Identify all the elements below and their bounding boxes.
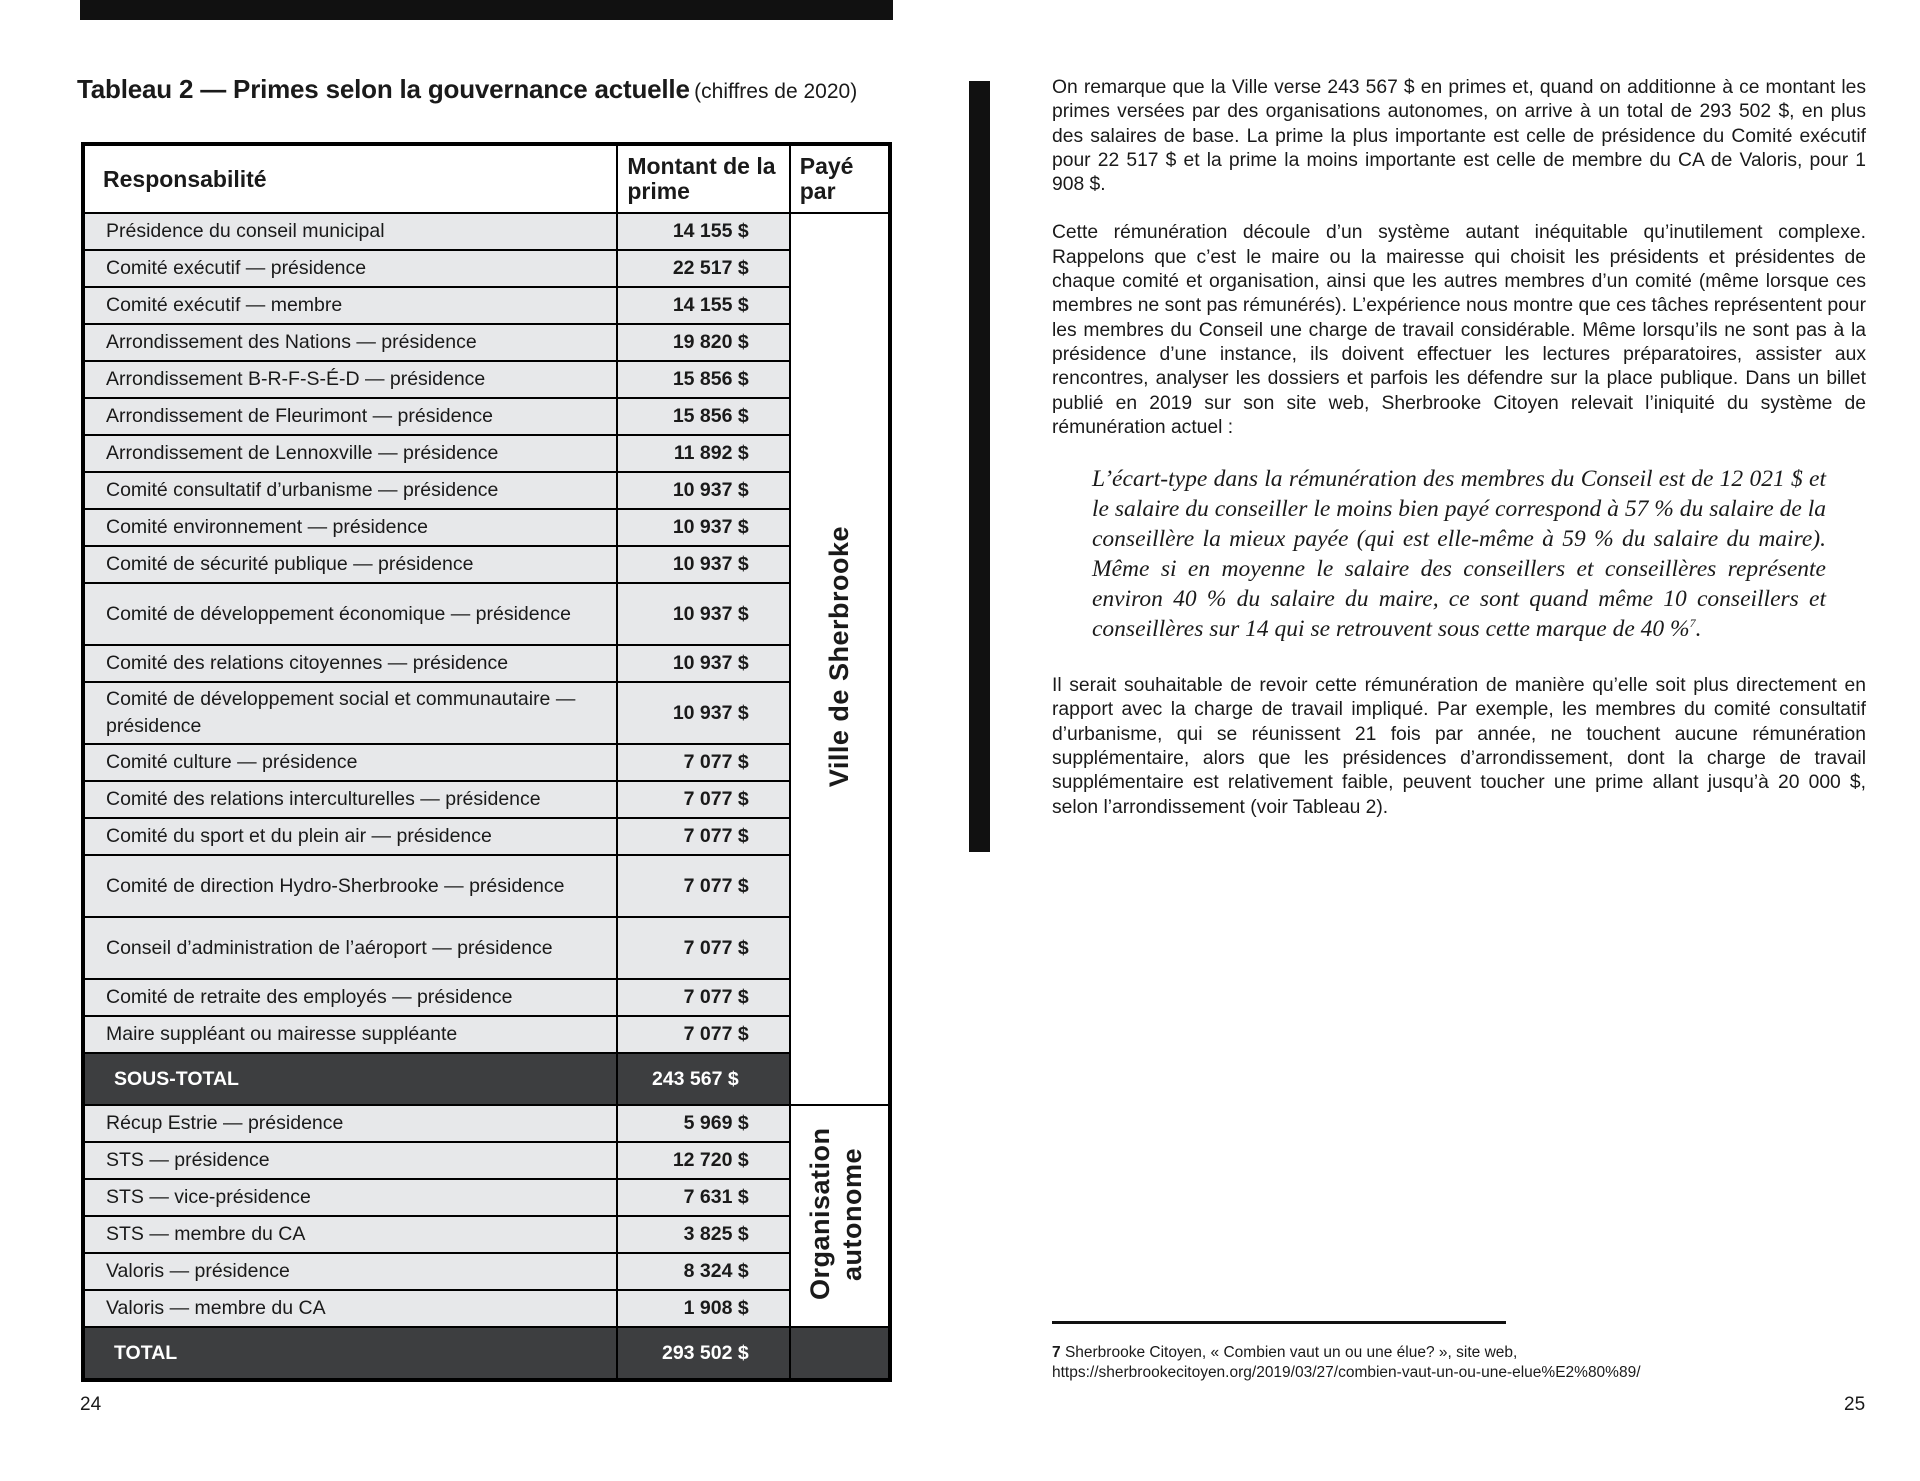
page-number-right: 25 <box>1844 1394 1866 1415</box>
row-label: Arrondissement de Lennoxville — présidence <box>83 435 617 472</box>
row-amount: 14 155 $ <box>617 213 789 250</box>
org-rows <box>83 1105 890 1380</box>
row-amount: 10 937 $ <box>617 645 789 682</box>
quote-footnote-ref: 7 <box>1689 616 1696 631</box>
table-row <box>83 1253 890 1290</box>
ville-rows <box>83 213 890 1105</box>
row-label: Récup Estrie — présidence <box>83 1105 617 1142</box>
primes-table <box>81 142 892 1382</box>
row-amount: 7 077 $ <box>617 979 789 1016</box>
subtotal-label: SOUS-TOTAL <box>83 1053 617 1105</box>
row-amount: 14 155 $ <box>617 287 789 324</box>
row-amount: 11 892 $ <box>617 435 789 472</box>
block-quote: L’écart-type dans la rémunération des membres du Conseil est de 12 021 $ et le salaire du conseiller le moins bien payé correspond à 57 % du salaire de la conseillère la mieux payée (qui est elle-même à 59 % du salaire du maire). Même si en moyenne le salaire des conseillers et conseillères représente environ 40 % du salaire du maire, ce sont quand même 10 conseillers et conseillères sur 14 qui se retrouvent sous cette marque de 40 %$^7$. <box>1092 466 1826 643</box>
table-row <box>83 324 890 361</box>
row-label: Arrondissement des Nations — présidence <box>83 324 617 361</box>
footnote-text: Sherbrooke Citoyen, « Combien vaut un ou une élue? », site web, <box>1064 1344 1518 1361</box>
paragraph-1: On remarque que la Ville verse 243 567 $ en primes et, quand on additionne à ce montant les primes versées par des organisations autonomes, on arrive à un total de 293 502 $, en plus des salaires de base. La prime la plus importante est celle de présidence du Comité exécutif pour 22 517 $ et la prime la moins importante est celle de membre du CA de Valoris, pour 1 908 $. <box>1052 77 1866 196</box>
table-row <box>83 917 890 979</box>
table-row <box>83 1290 890 1327</box>
row-label: Valoris — présidence <box>83 1253 617 1290</box>
row-label: Comité du sport et du plein air — présidence <box>83 818 617 855</box>
row-label: Comité de sécurité publique — présidence <box>83 546 617 583</box>
row-amount: 7 077 $ <box>617 781 789 818</box>
table-row <box>83 855 890 917</box>
row-amount: 1 908 $ <box>617 1290 789 1327</box>
payer-org-label: Organisation autonome <box>805 1127 868 1300</box>
row-amount: 10 937 $ <box>617 472 789 509</box>
footnote-rule <box>1052 1321 1506 1324</box>
table-row <box>83 583 890 645</box>
row-label: Maire suppléant ou mairesse suppléante <box>83 1016 617 1053</box>
table-title-main: Tableau 2 — Primes selon la gouvernance actuelle <box>77 74 690 104</box>
row-label: Valoris — membre du CA <box>83 1290 617 1327</box>
table-row <box>83 287 890 324</box>
row-label: STS — vice-présidence <box>83 1179 617 1216</box>
table-row <box>83 1142 890 1179</box>
payer-org-cell <box>790 1105 890 1327</box>
row-label: Présidence du conseil municipal <box>83 213 617 250</box>
table-row <box>83 1105 890 1142</box>
row-amount: 10 937 $ <box>617 682 789 744</box>
table-row <box>83 472 890 509</box>
total-amount: 293 502 $ <box>617 1327 789 1380</box>
vertical-divider-bar <box>969 81 990 852</box>
row-label: Comité des relations interculturelles — présidence <box>83 781 617 818</box>
row-amount: 7 077 $ <box>617 917 789 979</box>
row-label: Comité de développement économique — présidence <box>83 583 617 645</box>
row-amount: 5 969 $ <box>617 1105 789 1142</box>
table-row <box>83 645 890 682</box>
row-amount: 8 324 $ <box>617 1253 789 1290</box>
row-amount: 7 631 $ <box>617 1179 789 1216</box>
table-row <box>83 781 890 818</box>
table-row <box>83 361 890 398</box>
table-row <box>83 1179 890 1216</box>
row-label: Comité exécutif — membre <box>83 287 617 324</box>
row-amount: 22 517 $ <box>617 250 789 287</box>
paragraph-3: Il serait souhaitable de revoir cette rémunération de manière qu’elle soit plus directement en rapport avec la charge de travail impliqué. Par exemple, les membres du comité consultatif d’urbanisme, qui se réunissent 21 fois par année, ne touchent aucune rémunération supplémentaire, alors que les présidences d’arrondissement, dont la charge de travail supplémentaire est relativement faible, peuvent toucher une prime allant jusqu’à 20 000 $, selon l’arrondissement (voir Tableau 2). <box>1052 675 1866 818</box>
row-label: Conseil d’administration de l’aéroport — présidence <box>83 917 617 979</box>
row-label: Arrondissement de Fleurimont — présidence <box>83 398 617 435</box>
table-row <box>83 1216 890 1253</box>
row-label: Comité de retraite des employés — présidence <box>83 979 617 1016</box>
row-label: Arrondissement B-R-F-S-É-D — présidence <box>83 361 617 398</box>
table-row <box>83 1016 890 1053</box>
table-row <box>83 682 890 744</box>
table-row <box>83 744 890 781</box>
row-amount: 10 937 $ <box>617 583 789 645</box>
table-title-note: (chiffres de 2020) <box>694 80 858 103</box>
row-amount: 15 856 $ <box>617 361 789 398</box>
table-row <box>83 509 890 546</box>
row-amount: 10 937 $ <box>617 509 789 546</box>
payer-ville-label: Ville de Sherbrooke <box>824 525 855 788</box>
row-amount: 7 077 $ <box>617 744 789 781</box>
table-row <box>83 546 890 583</box>
total-row <box>83 1327 890 1380</box>
row-amount: 10 937 $ <box>617 546 789 583</box>
total-blank-cell <box>790 1327 890 1380</box>
table-row <box>83 979 890 1016</box>
row-label: STS — membre du CA <box>83 1216 617 1253</box>
row-amount: 15 856 $ <box>617 398 789 435</box>
body-text <box>1052 76 1866 820</box>
row-amount: 7 077 $ <box>617 818 789 855</box>
row-label: Comité exécutif — présidence <box>83 250 617 287</box>
row-label: Comité de direction Hydro-Sherbrooke — présidence <box>83 855 617 917</box>
row-amount: 7 077 $ <box>617 1016 789 1053</box>
header-responsabilite: Responsabilité <box>83 144 617 213</box>
table-row <box>83 818 890 855</box>
subtotal-row <box>83 1053 890 1105</box>
footnote-number: 7 <box>1052 1344 1061 1361</box>
table-title <box>77 74 937 105</box>
row-label: Comité de développement social et communautaire — présidence <box>83 682 617 744</box>
row-amount: 3 825 $ <box>617 1216 789 1253</box>
payer-ville-cell <box>790 213 890 1105</box>
row-amount: 7 077 $ <box>617 855 789 917</box>
row-label: Comité environnement — présidence <box>83 509 617 546</box>
header-paye-par: Payé par <box>790 144 890 213</box>
row-amount: 12 720 $ <box>617 1142 789 1179</box>
page-number-left: 24 <box>80 1394 102 1415</box>
table-row <box>83 398 890 435</box>
table-row <box>83 435 890 472</box>
row-label: STS — présidence <box>83 1142 617 1179</box>
table-row <box>83 250 890 287</box>
footnote-url[interactable]: https://sherbrookecitoyen.org/2019/03/27/combien-vaut-un-ou-une-elue%E2%80%89/ <box>1052 1364 1641 1381</box>
subtotal-amount: 243 567 $ <box>617 1053 789 1105</box>
row-amount: 19 820 $ <box>617 324 789 361</box>
header-montant: Montant de la prime <box>617 144 789 213</box>
total-label: TOTAL <box>83 1327 617 1380</box>
table-row <box>83 213 890 250</box>
row-label: Comité des relations citoyennes — présidence <box>83 645 617 682</box>
paragraph-2: Cette rémunération découle d’un système autant inéquitable qu’inutilement complexe. Rappelons que c’est le maire ou la mairesse qui choisit les présidents et présidentes de chaque comité et organisation, ainsi que les autres membres d’un comité (même lorsque ces membres ne sont pas rémunérés). L’expérience nous montre que ces tâches représentent pour les membres du Conseil une charge de travail considérable. Même lorsqu’ils ne sont pas à la présidence d’une instance, ils doivent effectuer les lectures préparatoires, assister aux rencontres, analyser les dossiers et parfois les défendre sur la place publique. Dans un billet publié en 2019 sur son site web, Sherbrooke Citoyen relevait l’iniquité du système de rémunération actuel : <box>1052 222 1866 438</box>
row-label: Comité culture — présidence <box>83 744 617 781</box>
top-black-bar <box>80 0 893 20</box>
quote-text: L’écart-type dans la rémunération des membres du Conseil est de 12 021 $ et le salaire du conseiller le moins bien payé correspond à 57 % du salaire de la conseillère la mieux payée (qui est elle-même à 59 % du salaire du maire). Même si en moyenne le salaire des conseillers et conseillères représente environ 40 % du salaire du maire, ce sont quand même 10 conseillers et conseillères sur 14 qui se retrouvent sous cette marque de 40 % <box>1092 466 1826 643</box>
row-label: Comité consultatif d’urbanisme — présidence <box>83 472 617 509</box>
footnote <box>1052 1343 1832 1383</box>
